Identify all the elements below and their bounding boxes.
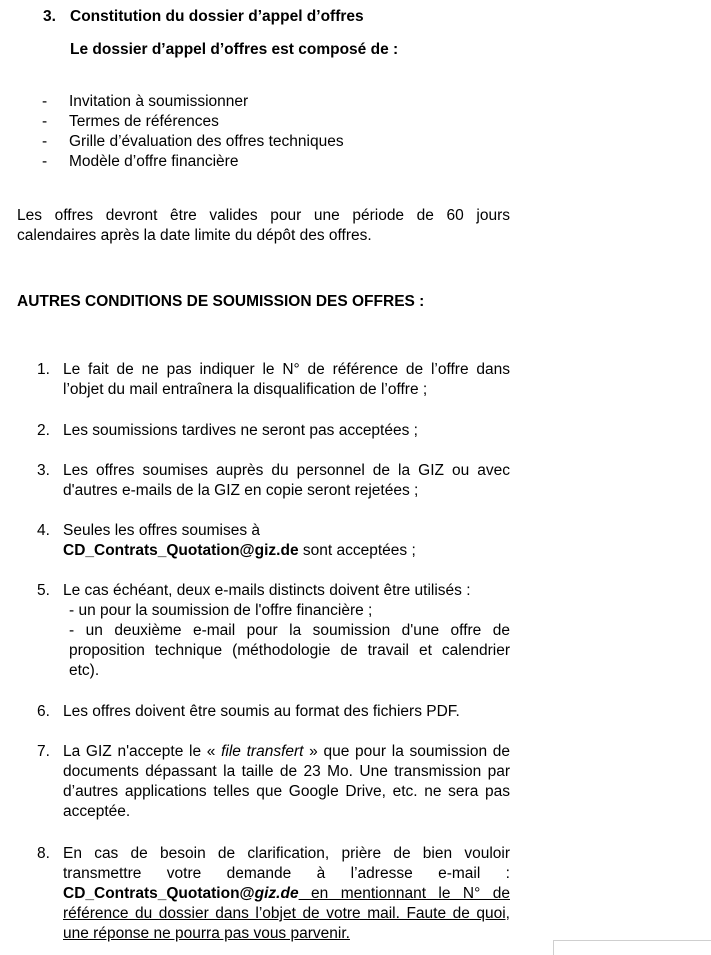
- condition-number: 7.: [37, 743, 50, 760]
- condition-line: d'autres e-mails de la GIZ en copie seront rejetées ;: [63, 482, 419, 499]
- condition-number: 8.: [37, 845, 50, 862]
- condition-line: d’autres applications telles que Google Drive, etc. ne sera pas: [63, 783, 510, 800]
- condition-line: Les soumissions tardives ne seront pas acceptées ;: [63, 422, 418, 439]
- list-item-text: Modèle d’offre financière: [69, 153, 239, 170]
- condition-line: référence du dossier dans l’objet de votre mail. Faute de quoi,: [63, 905, 510, 922]
- condition-line: Le fait de ne pas indiquer le N° de référence de l’offre dans: [63, 361, 510, 378]
- page-corner-rule: [553, 940, 554, 955]
- condition-number: 2.: [37, 422, 50, 439]
- section-subtitle: Le dossier d’appel d’offres est composé de :: [70, 41, 399, 58]
- condition-line: une réponse ne pourra pas vous parvenir.: [63, 925, 350, 942]
- condition-line: Le cas échéant, deux e-mails distincts doivent être utilisés :: [63, 582, 471, 599]
- condition-text-underlined: en mentionnant le N° de: [298, 885, 510, 902]
- condition-number: 5.: [37, 582, 50, 599]
- condition-line: acceptée.: [63, 803, 131, 820]
- condition-line: En cas de besoin de clarification, prière de bien vouloir: [63, 845, 510, 862]
- condition-line: etc).: [69, 662, 100, 679]
- email-address[interactable]: [63, 885, 299, 902]
- condition-number: 4.: [37, 522, 50, 539]
- condition-text-italic: file transfert: [221, 743, 304, 760]
- section-title: Constitution du dossier d’appel d’offres: [70, 8, 364, 25]
- condition-line: proposition technique (méthodologie de travail et calendrier: [69, 642, 510, 659]
- condition-line: transmettre votre demande à l’adresse e-mail :: [63, 865, 510, 882]
- condition-line: Les offres soumises auprès du personnel de la GIZ ou avec: [63, 462, 510, 479]
- list-dash: -: [42, 153, 48, 170]
- email-domain: giz.de: [254, 885, 299, 902]
- condition-line: - un pour la soumission de l'offre financière ;: [69, 602, 373, 619]
- list-item-text: Termes de références: [69, 113, 219, 130]
- condition-text: sont acceptées ;: [298, 542, 416, 559]
- validity-line: calendaires après la date limite du dépôt des offres.: [17, 227, 372, 244]
- list-dash: -: [42, 113, 48, 130]
- condition-number: 1.: [37, 361, 50, 378]
- condition-line: Seules les offres soumises à: [63, 522, 261, 539]
- condition-line: documents dépassant la taille de 23 Mo. Une transmission par: [63, 763, 510, 780]
- page-corner-rule: [553, 940, 711, 941]
- list-dash: -: [42, 93, 48, 110]
- condition-line: Les offres doivent être soumis au format des fichiers PDF.: [63, 703, 460, 720]
- section-number: 3.: [43, 8, 56, 25]
- email-address[interactable]: CD_Contrats_Quotation@giz.de: [63, 542, 299, 559]
- conditions-heading: AUTRES CONDITIONS DE SOUMISSION DES OFFRES :: [17, 293, 425, 310]
- condition-text: La GIZ n'accepte le «: [63, 743, 222, 760]
- validity-line: Les offres devront être valides pour une période de 60 jours: [17, 207, 510, 224]
- condition-number: 3.: [37, 462, 50, 479]
- email-local-part: CD_Contrats_Quotation@: [63, 885, 255, 902]
- list-dash: -: [42, 133, 48, 150]
- condition-number: 6.: [37, 703, 50, 720]
- condition-text: » que pour la soumission de: [303, 743, 510, 760]
- validity-paragraph: [17, 206, 510, 246]
- list-item-text: Grille d’évaluation des offres techniques: [69, 133, 344, 150]
- list-item-text: Invitation à soumissionner: [69, 93, 249, 110]
- condition-line: l’objet du mail entraînera la disqualification de l’offre ;: [63, 381, 428, 398]
- condition-line: - un deuxième e-mail pour la soumission d'une offre de: [69, 622, 510, 639]
